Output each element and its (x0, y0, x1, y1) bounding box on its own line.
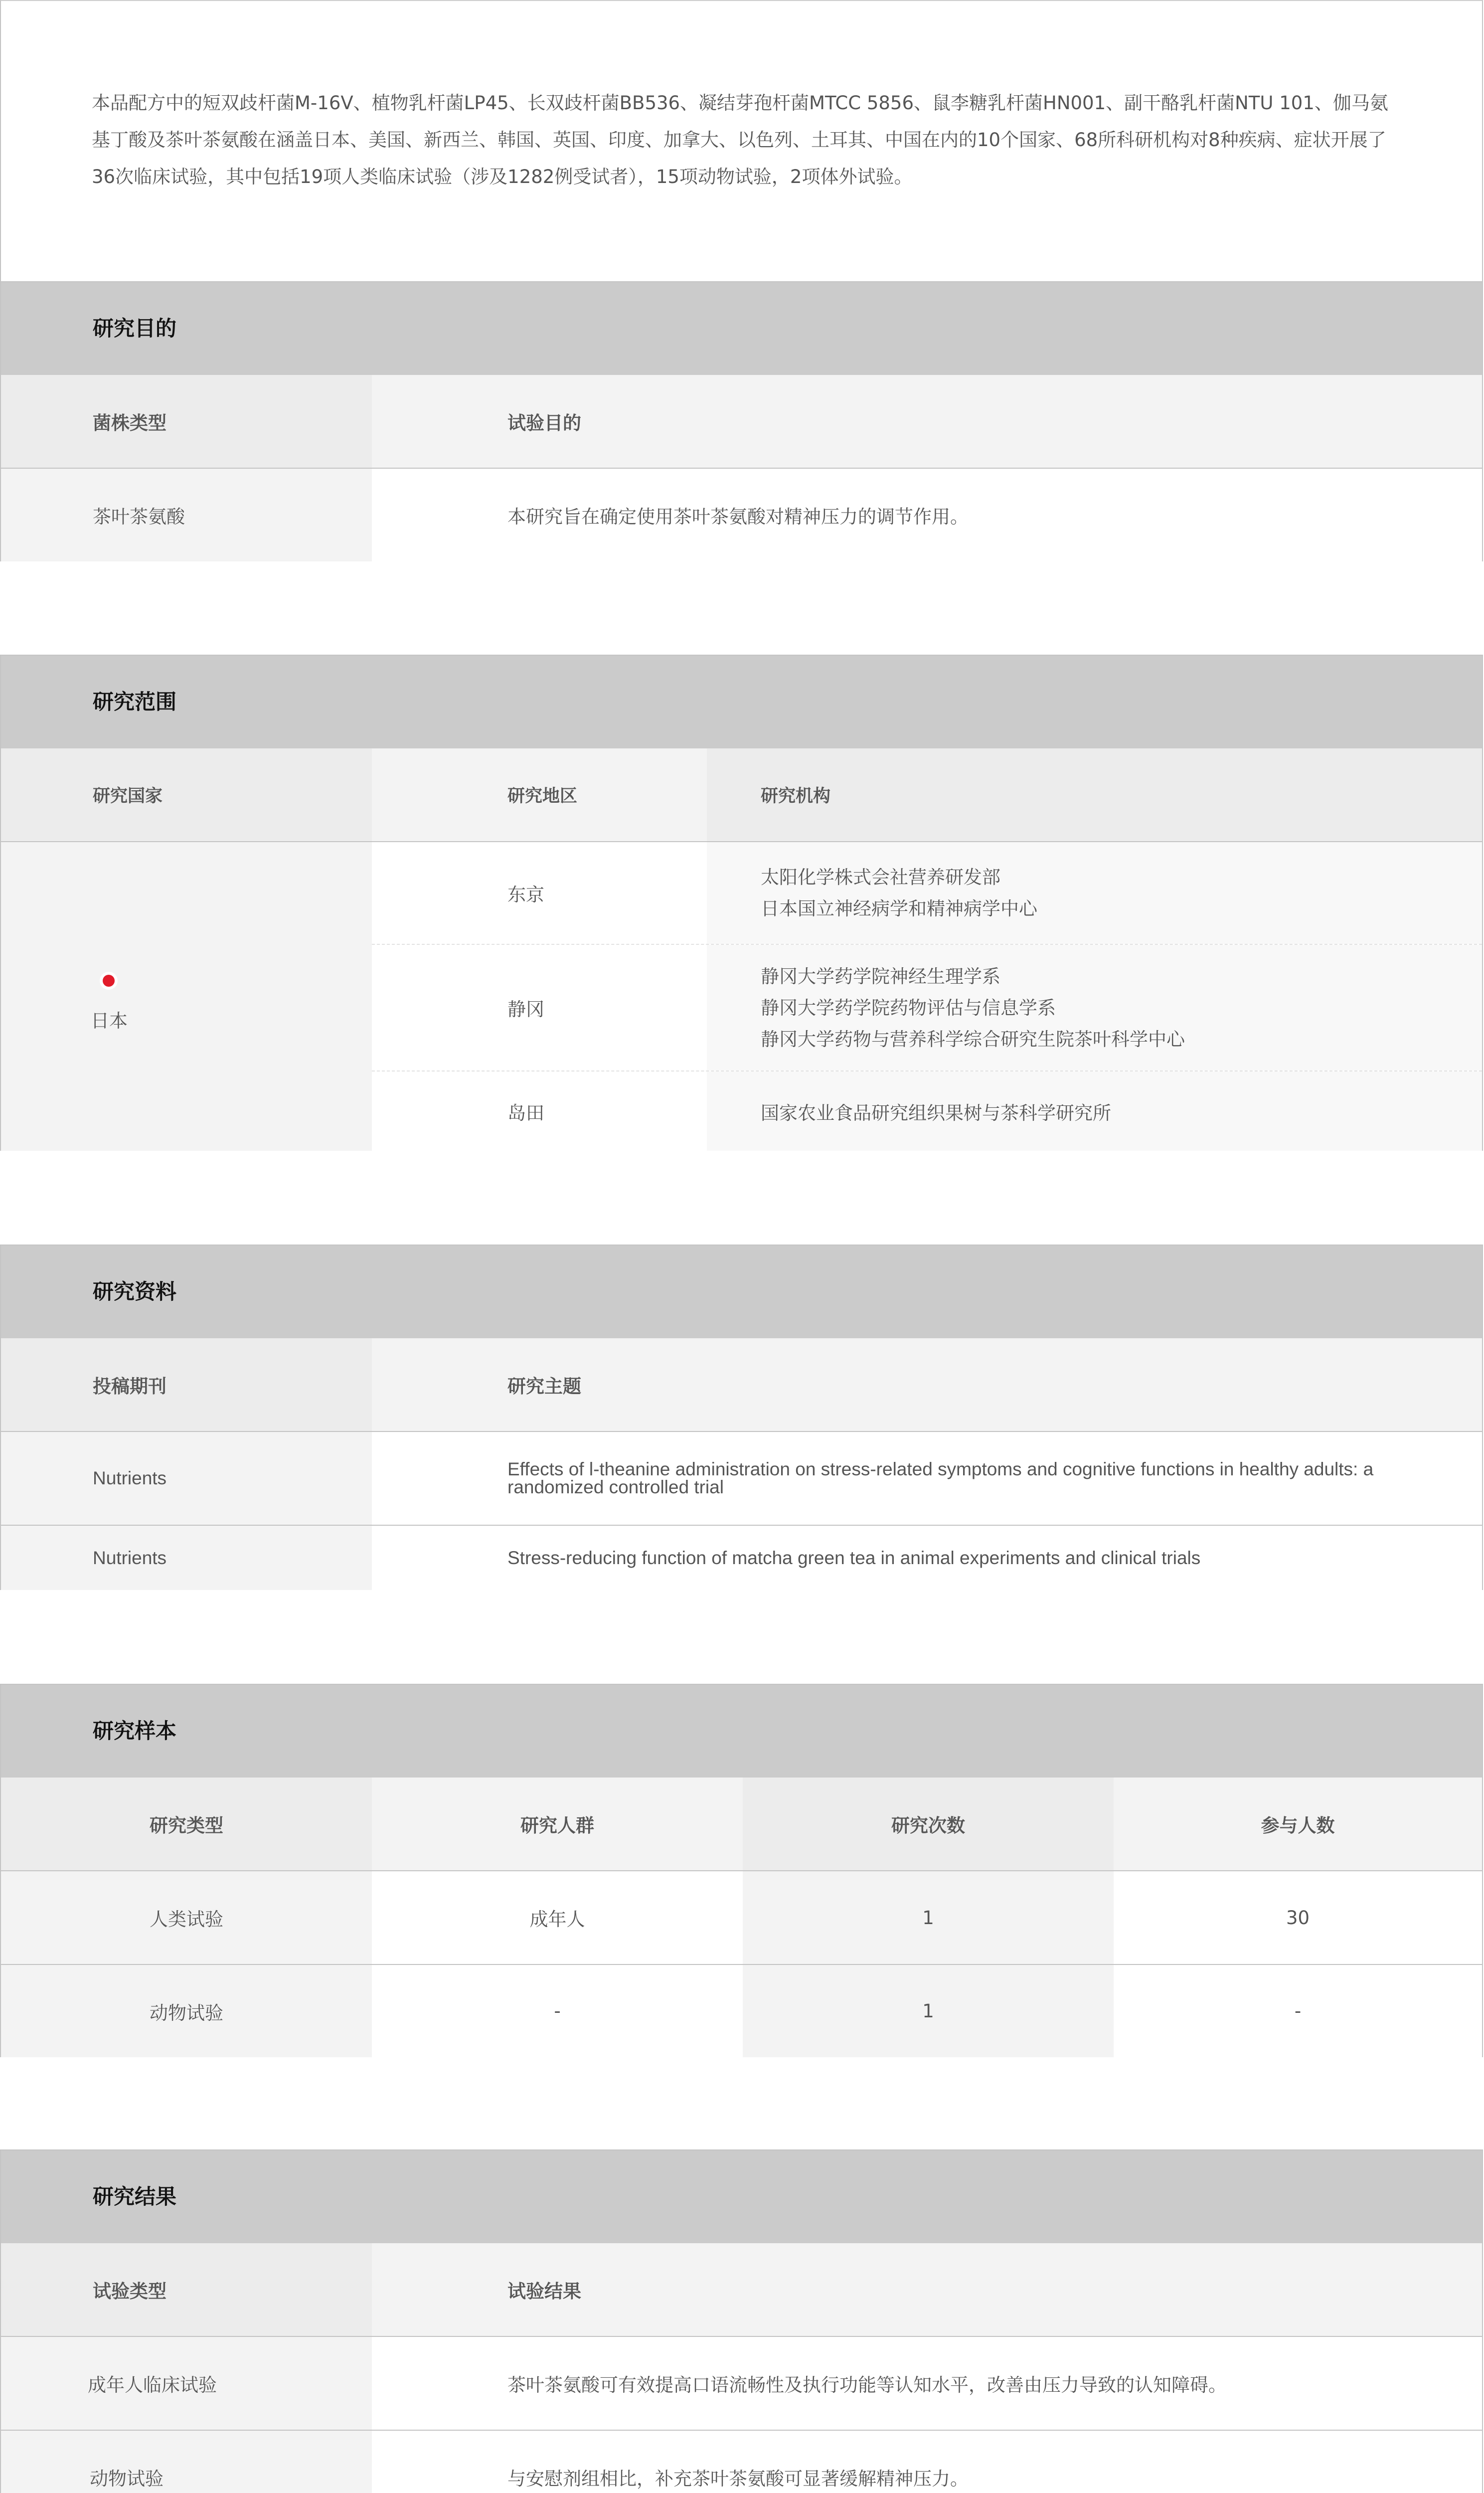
scope-header-row (1, 748, 1482, 842)
materials-section (0, 1245, 1483, 1590)
institution-name: 太阳化学株式会社营养研发部 (761, 867, 1000, 888)
results-header (1, 2150, 1482, 2243)
materials-header-row (1, 1338, 1482, 1432)
purpose-header-row (1, 375, 1482, 469)
samples-participants-cell: - (1294, 2000, 1302, 2022)
table-row (1, 469, 1482, 561)
institution-name: 日本国立神经病学和精神病学中心 (761, 898, 1037, 919)
samples-count-cell: 1 (922, 2000, 934, 2022)
samples-header (1, 1685, 1482, 1778)
purpose-section (0, 281, 1483, 561)
materials-header-topic: 研究主题 (507, 1376, 581, 1397)
materials-header-journal: 投稿期刊 (93, 1376, 166, 1397)
samples-population-cell: - (554, 2000, 561, 2022)
results-title: 研究结果 (93, 2184, 177, 2209)
scope-region-cell: 东京 (507, 884, 544, 905)
results-header-row (1, 2243, 1482, 2337)
purpose-strain-cell: 茶叶茶氨酸 (93, 506, 185, 528)
samples-section (0, 1684, 1483, 2057)
results-section (0, 2149, 1483, 2493)
results-header-type: 试验类型 (93, 2281, 166, 2302)
table-row (1, 2431, 1482, 2493)
scope-title: 研究范围 (93, 690, 177, 714)
table-row (372, 842, 1482, 945)
materials-title: 研究资料 (93, 1279, 177, 1304)
intro-card (0, 0, 1483, 282)
institution-name: 静冈大学药学院神经生理学系 (761, 965, 1000, 987)
purpose-goal-cell: 本研究旨在确定使用茶叶茶氨酸对精神压力的调节作用。 (507, 506, 969, 528)
samples-header-participants: 参与人数 (1261, 1815, 1335, 1836)
results-type-cell: 成年人临床试验 (88, 2374, 217, 2396)
scope-region-cell: 静冈 (507, 999, 544, 1020)
scope-header-region: 研究地区 (507, 786, 578, 806)
institution-name: 静冈大学药物与营养科学综合研究生院茶叶科学中心 (761, 1028, 1185, 1050)
purpose-header-goal: 试验目的 (507, 412, 581, 434)
samples-header-count: 研究次数 (891, 1815, 965, 1836)
table-row (1, 1871, 1482, 1965)
institution-name: 静冈大学药学院药物评估与信息学系 (761, 997, 1056, 1019)
results-header-result: 试验结果 (507, 2281, 581, 2302)
scope-header-country: 研究国家 (93, 786, 163, 806)
materials-journal-cell: Nutrients (93, 1547, 167, 1568)
intro-text: 本品配方中的短双歧杆菌M-16V、植物乳杆菌LP45、长双歧杆菌BB536、凝结芽孢杆菌MTCC 5856、鼠李糖乳杆菌HN001、副干酪乳杆菌NTU 101、伽马氨基丁酸及茶叶茶氨酸在涵盖日本、美国、新西兰、韩国、英国、印度、加拿大、以色列、土耳其、中国在内的10个国家、68所科研机构对8种疾病、症状开展了36次临床试验，其中包括19项人类临床试验（涉及1282例受试者），15项动物试验，2项体外试验。 (92, 92, 1388, 187)
table-row (1, 1526, 1482, 1590)
materials-journal-cell: Nutrients (93, 1468, 167, 1488)
scope-header (1, 656, 1482, 748)
samples-type-cell: 人类试验 (150, 1909, 223, 1930)
scope-institution-cell (761, 842, 1037, 944)
scope-section (0, 655, 1483, 1151)
table-row (372, 945, 1482, 1071)
samples-population-cell: 成年人 (529, 1909, 585, 1930)
scope-country-cell: 日本 (91, 1010, 128, 1032)
materials-topic-cell: Stress-reducing function of matcha green tea in animal experiments and clinical trials (507, 1547, 1201, 1568)
scope-institution-cell: 国家农业食品研究组织果树与茶科学研究所 (761, 1102, 1111, 1124)
samples-header-row (1, 1778, 1482, 1871)
japan-flag-icon (103, 975, 115, 987)
purpose-header (1, 282, 1482, 375)
results-result-cell: 与安慰剂组相比，补充茶叶茶氨酸可显著缓解精神压力。 (507, 2468, 969, 2490)
table-row (372, 1071, 1482, 1151)
results-type-cell: 动物试验 (90, 2468, 164, 2490)
scope-header-institution: 研究机构 (761, 786, 831, 806)
scope-institution-cell (761, 945, 1185, 1070)
table-row (1, 1432, 1482, 1526)
samples-type-cell: 动物试验 (150, 2002, 223, 2024)
materials-topic-cell: Effects of l-theanine administration on stress-related symptoms and cognitive functions in healthy adults: a randomized controlled trial (507, 1459, 1374, 1497)
samples-count-cell: 1 (922, 1907, 934, 1929)
samples-participants-cell: 30 (1286, 1907, 1310, 1929)
purpose-title: 研究目的 (93, 316, 177, 341)
samples-header-population: 研究人群 (520, 1815, 594, 1836)
scope-region-cell: 岛田 (507, 1102, 544, 1124)
materials-header (1, 1246, 1482, 1338)
table-row (1, 1965, 1482, 2057)
samples-header-type: 研究类型 (150, 1815, 223, 1836)
scope-body (1, 842, 1482, 1151)
purpose-header-strain: 菌株类型 (93, 412, 166, 434)
results-result-cell: 茶叶茶氨酸可有效提高口语流畅性及执行功能等认知水平，改善由压力导致的认知障碍。 (507, 2374, 1227, 2396)
samples-title: 研究样本 (93, 1719, 177, 1743)
table-row (1, 2337, 1482, 2431)
